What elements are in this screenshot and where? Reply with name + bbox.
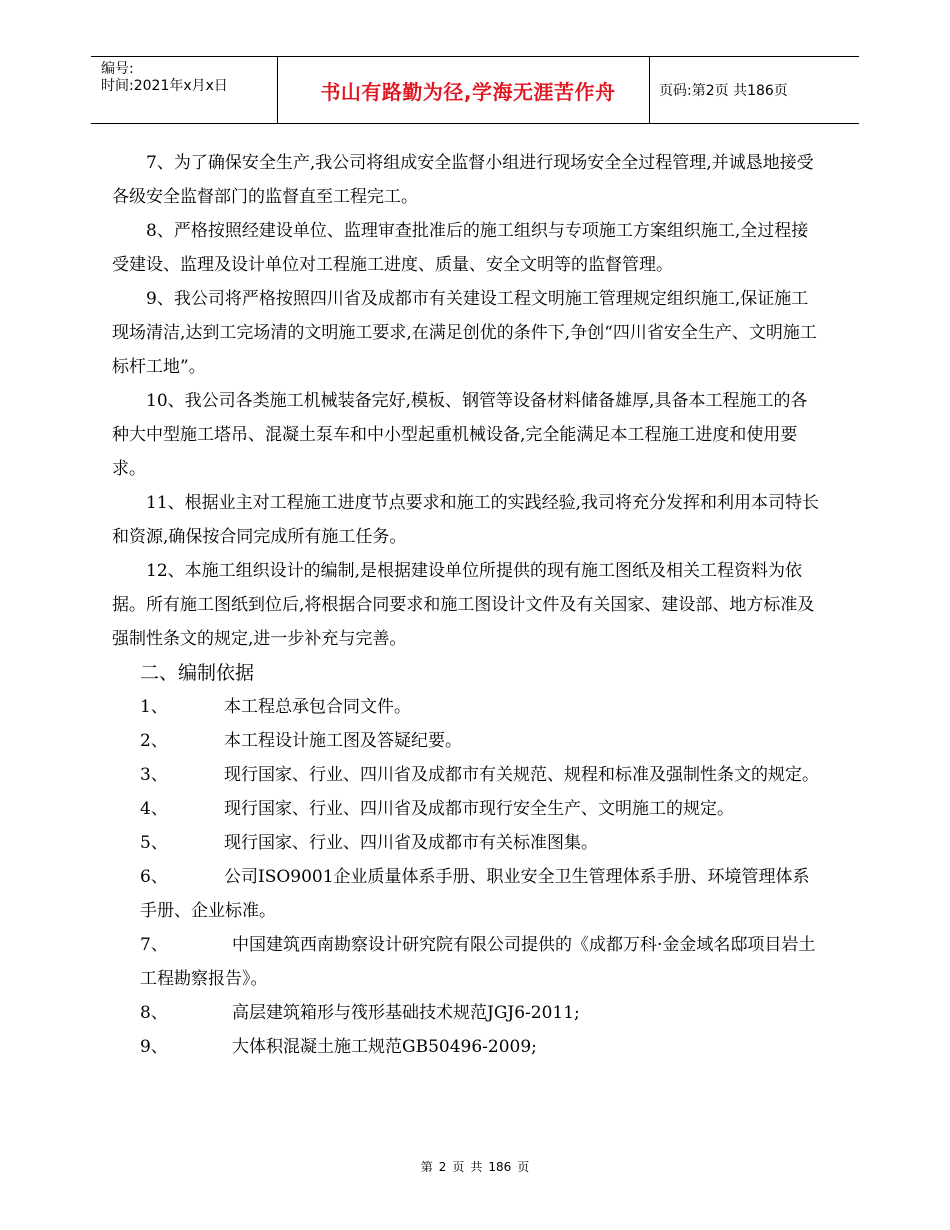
- header-page-number: 页码:第2页 共186页: [659, 83, 788, 99]
- footer-word: 页: [517, 1160, 530, 1174]
- paragraph: 12、本施工组织设计的编制,是根据建设单位所提供的现有施工图纸及相关工程资料为依据。所有施工图纸到位后,将根据合同要求和施工图设计文件及有关国家、建设部、地方标准及强制性条文的规定,进一步补充与完善。: [112, 561, 815, 649]
- list-item-number: 2、: [140, 731, 168, 751]
- list-item-text: 高层建筑箱形与筏形基础技术规范JGJ6-2011;: [232, 1003, 580, 1023]
- document-number-label: 编号:: [101, 61, 134, 77]
- document-date-label: 时间:2021年x月x日: [101, 78, 228, 94]
- list-item-text: 中国建筑西南勘察设计研究院有限公司提供的《成都万科·金金域名邸项目岩土工程勘察报告》。: [140, 935, 816, 989]
- document-body: [112, 146, 824, 1064]
- header-divider: [277, 57, 278, 123]
- list-item-number: 1、: [140, 697, 168, 717]
- paragraph: 7、为了确保安全生产,我公司将组成安全监督小组进行现场安全全过程管理,并诚恳地接受各级安全监督部门的监督直至工程完工。: [112, 153, 814, 207]
- paragraph: 8、严格按照经建设单位、监理审查批准后的施工组织与专项施工方案组织施工,全过程接受建设、监理及设计单位对工程施工进度、质量、安全文明等的监督管理。: [112, 221, 809, 275]
- paragraph: 11、根据业主对工程施工进度节点要求和施工的实践经验,我司将充分发挥和利用本司特长和资源,确保按合同完成所有施工任务。: [112, 493, 820, 547]
- footer-total-pages: 186: [488, 1160, 512, 1174]
- list-item-text: 现行国家、行业、四川省及成都市现行安全生产、文明施工的规定。: [224, 799, 734, 819]
- list-item: [140, 928, 824, 996]
- footer-word: 页: [452, 1160, 465, 1174]
- header-divider: [649, 57, 650, 123]
- page-header: [91, 56, 859, 124]
- list-item-text: 本工程总承包合同文件。: [224, 697, 411, 717]
- page-footer: [0, 1158, 950, 1175]
- list-item-text: 本工程设计施工图及答疑纪要。: [224, 731, 462, 751]
- list-item: [140, 792, 824, 826]
- list-item: [140, 860, 824, 928]
- list-item-number: 9、: [140, 1037, 168, 1057]
- list-item-number: 4、: [140, 799, 168, 819]
- list-item: [140, 724, 824, 758]
- list-item-number: 7、: [140, 935, 168, 955]
- footer-page-number: 2: [438, 1160, 447, 1174]
- list-item-text: 现行国家、行业、四川省及成都市有关规范、规程和标准及强制性条文的规定。: [224, 765, 819, 785]
- footer-word: 共: [470, 1160, 483, 1174]
- list-item-text: 公司ISO9001企业质量体系手册、职业安全卫生管理体系手册、环境管理体系手册、企业标准。: [140, 867, 810, 921]
- list-item-text: 大体积混凝土施工规范GB50496-2009;: [232, 1037, 537, 1057]
- list-item: [140, 690, 824, 724]
- paragraph: 9、我公司将严格按照四川省及成都市有关建设工程文明施工管理规定组织施工,保证施工现场清洁,达到工完场清的文明施工要求,在满足创优的条件下,争创“四川省安全生产、文明施工标杆工地”。: [112, 289, 817, 377]
- header-meta: [101, 61, 228, 95]
- list-item-number: 5、: [140, 833, 168, 853]
- list-item-number: 6、: [140, 867, 168, 887]
- list-item-text: 现行国家、行业、四川省及成都市有关标准图集。: [224, 833, 598, 853]
- paragraph: 10、我公司各类施工机械装备完好,模板、钢管等设备材料储备雄厚,具备本工程施工的各种大中型施工塔吊、混凝土泵车和中小型起重机械设备,完全能满足本工程施工进度和使用要求。: [112, 391, 808, 479]
- list-item: [140, 996, 824, 1030]
- list-item: [140, 1030, 824, 1064]
- list-item-number: 3、: [140, 765, 168, 785]
- list-item: [140, 758, 824, 792]
- section-heading: 二、编制依据: [140, 662, 255, 684]
- header-motto: 书山有路勤为径,学海无涯苦作舟: [320, 79, 616, 104]
- list-item-number: 8、: [140, 1003, 168, 1023]
- list-item: [140, 826, 824, 860]
- footer-word: 第: [420, 1160, 433, 1174]
